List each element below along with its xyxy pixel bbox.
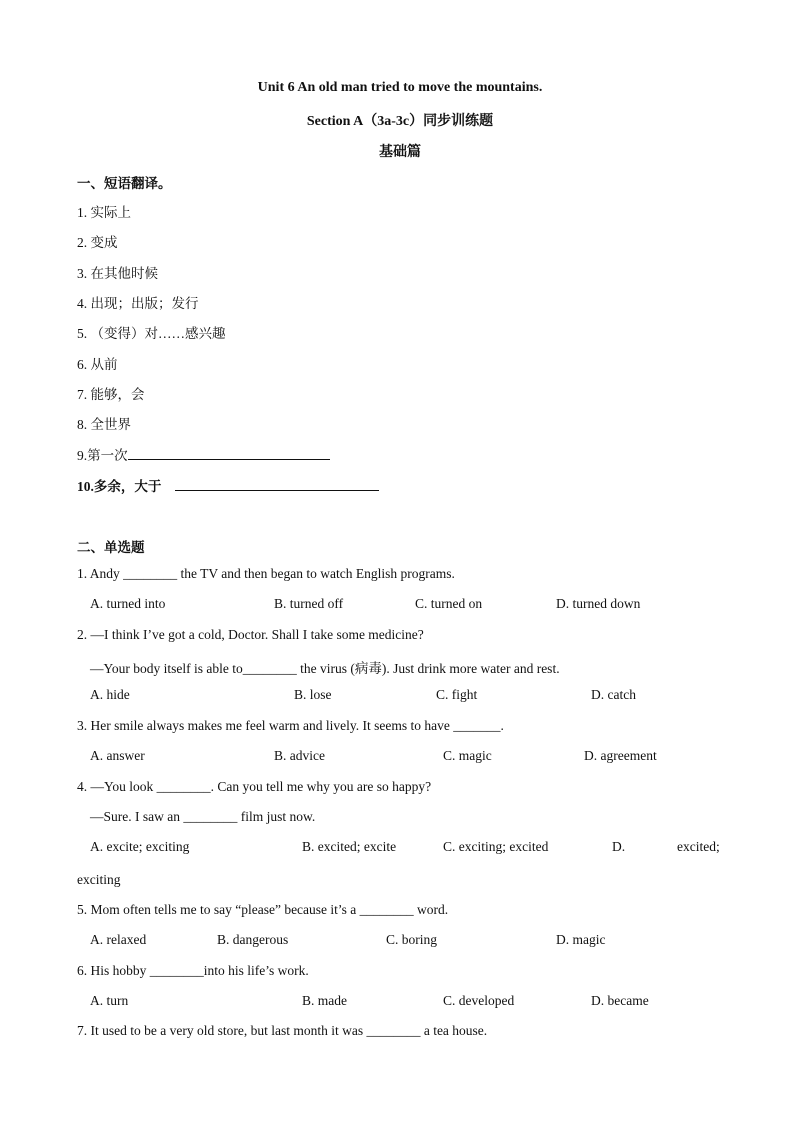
option-b[interactable]: B. lose xyxy=(294,687,332,702)
answer-blank[interactable] xyxy=(175,478,379,491)
level-label: 基础篇 xyxy=(379,145,421,160)
option-a[interactable]: A. hide xyxy=(90,687,130,702)
option-c[interactable]: C. fight xyxy=(436,687,478,702)
option-c[interactable]: C. developed xyxy=(443,993,515,1008)
list-item: 7. 能够，会 xyxy=(77,387,145,402)
question-stem: 3. Her smile always makes me feel warm and lively. It seems to have _______. xyxy=(77,718,504,733)
question-stem: 6. His hobby ________into his life’s work. xyxy=(77,963,309,978)
option-b[interactable]: B. advice xyxy=(274,748,325,763)
list-item xyxy=(77,444,330,464)
list-item: 2. 变成 xyxy=(77,235,118,250)
list-item: 3. 在其他时候 xyxy=(77,266,158,281)
option-d[interactable]: D. magic xyxy=(556,932,606,947)
item-label: 9.第一次 xyxy=(77,448,128,463)
option-d[interactable]: D. became xyxy=(591,993,649,1008)
option-d-wrap[interactable]: exciting xyxy=(77,872,121,887)
option-a[interactable]: A. excite; exciting xyxy=(90,839,190,854)
option-a[interactable]: A. answer xyxy=(90,748,145,763)
part1-heading: 一、短语翻译。 xyxy=(77,176,172,191)
option-c[interactable]: C. turned on xyxy=(415,596,483,611)
question-stem: 5. Mom often tells me to say “please” because it’s a ________ word. xyxy=(77,902,449,917)
option-b[interactable]: B. excited; excite xyxy=(302,839,397,854)
option-d[interactable]: D. agreement xyxy=(584,748,657,763)
page-title: Unit 6 An old man tried to move the mountains. xyxy=(257,80,543,95)
option-a[interactable]: A. turn xyxy=(90,993,129,1008)
option-c[interactable]: C. exciting; excited xyxy=(443,839,549,854)
question-stem-line2: —Your body itself is able to________ the virus (病毒). Just drink more water and rest. xyxy=(90,661,560,676)
option-d[interactable]: D. turned down xyxy=(556,596,641,611)
option-d-text[interactable]: excited; xyxy=(677,839,720,854)
answer-blank[interactable] xyxy=(128,447,330,460)
list-item: 5. （变得）对……感兴趣 xyxy=(77,326,226,341)
option-a[interactable]: A. relaxed xyxy=(90,932,147,947)
part2-heading: 二、单选题 xyxy=(77,540,145,555)
option-b[interactable]: B. dangerous xyxy=(217,932,289,947)
list-item: 8. 全世界 xyxy=(77,417,131,432)
list-item: 6. 从前 xyxy=(77,357,118,372)
option-d[interactable]: D. xyxy=(612,839,626,854)
question-stem: 4. —You look ________. Can you tell me why you are so happy? xyxy=(77,779,432,794)
question-stem: 7. It used to be a very old store, but last month it was ________ a tea house. xyxy=(77,1023,488,1038)
option-d[interactable]: D. catch xyxy=(591,687,636,702)
question-stem: 2. —I think I’ve got a cold, Doctor. Shall I take some medicine? xyxy=(77,627,424,642)
option-b[interactable]: B. turned off xyxy=(274,596,344,611)
list-item: 4. 出现；出版；发行 xyxy=(77,296,199,311)
option-a[interactable]: A. turned into xyxy=(90,596,166,611)
list-item: 1. 实际上 xyxy=(77,205,131,220)
question-stem: 1. Andy ________ the TV and then began to watch English programs. xyxy=(77,566,455,581)
item-label: 10.多余，大于 xyxy=(77,479,162,494)
section-subtitle: Section A（3a-3c）同步训练题 xyxy=(306,114,494,129)
option-c[interactable]: C. magic xyxy=(443,748,492,763)
option-b[interactable]: B. made xyxy=(302,993,347,1008)
question-stem-line2: —Sure. I saw an ________ film just now. xyxy=(90,809,316,824)
option-c[interactable]: C. boring xyxy=(386,932,438,947)
list-item xyxy=(77,475,379,495)
